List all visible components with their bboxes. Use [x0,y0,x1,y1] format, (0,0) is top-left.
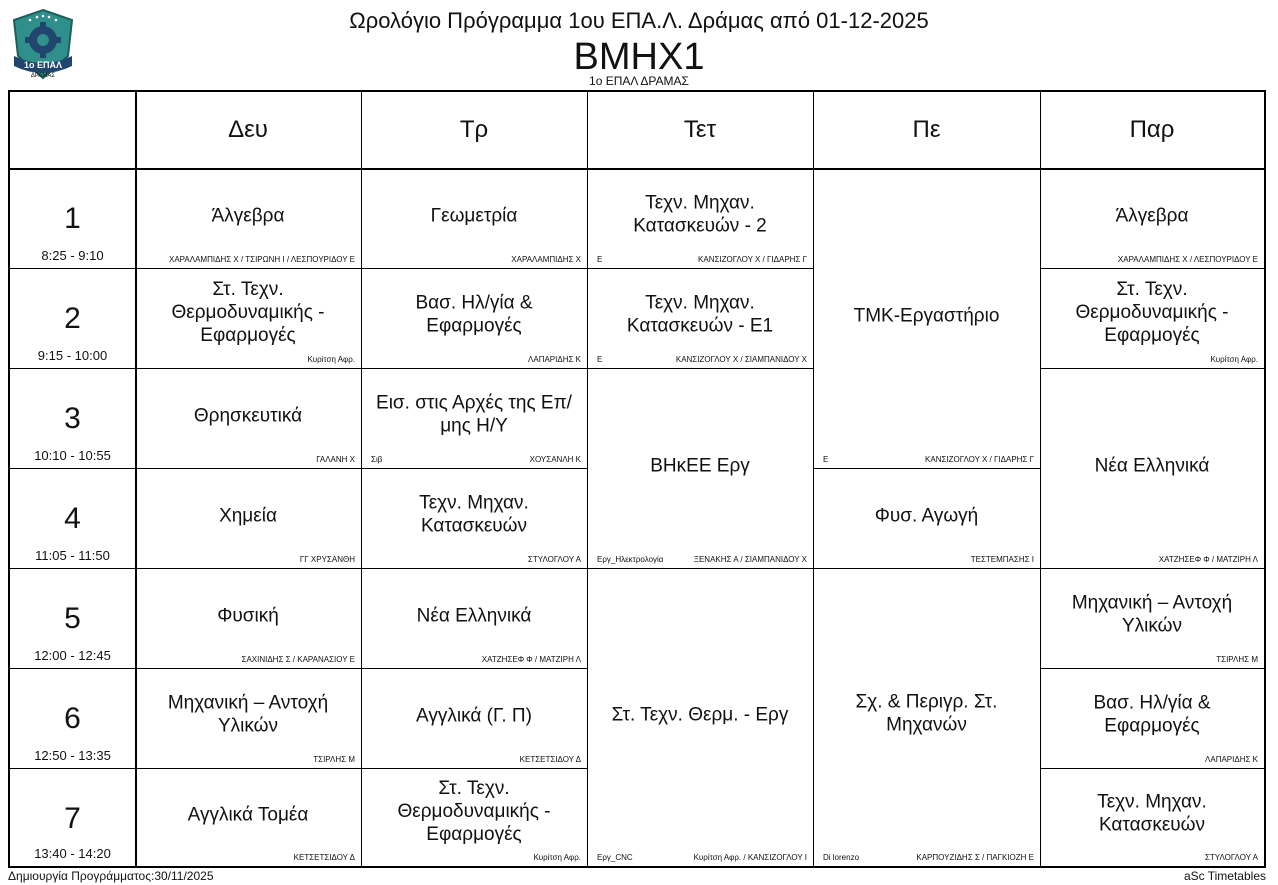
lesson-cell[interactable] [361,268,587,368]
lesson-teacher: Κυρίτση Αφρ. [307,355,355,364]
lesson-teacher: ΧΑΤΖΗΣΕΦ Φ / ΜΑΤΖΙΡΗ Λ [481,655,581,664]
grid-line [587,268,813,269]
created-date: Δημιουργία Προγράμματος:30/11/2025 [8,869,214,883]
grid-line [361,768,587,769]
period-number: 1 [64,202,81,235]
lesson-subject: Στ. Τεχν. Θερμοδυναμικής - Εφαρμογές [397,777,551,845]
period-number: 3 [64,402,81,435]
period-time: 9:15 - 10:00 [37,348,108,363]
lesson-subject: Τεχν. Μηχαν. Κατασκευών [1097,791,1207,836]
lesson-subject: Τεχν. Μηχαν. Κατασκευών - 2 [633,192,767,237]
logo-text: ΔΡΑΜΑΣ [30,73,56,79]
grid-line [361,668,587,669]
lesson-cell[interactable] [135,468,361,568]
lesson-cell[interactable] [361,168,587,268]
lesson-subject: Νέα Ελληνικά [416,605,532,627]
day-header: Παρ [1129,116,1175,143]
lesson-cell[interactable] [361,368,587,468]
lesson-subject: ΒΗκΕΕ Εργ [650,455,750,477]
lesson-teacher: ΚΑΝΣΙΖΟΓΛΟΥ Χ / ΓΙΔΑΡΗΣ Γ [925,455,1034,464]
lesson-teacher: ΣΤΥΛΟΓΛΟΥ Α [1204,853,1258,862]
lesson-cell[interactable] [587,268,813,368]
lesson-subject: Σχ. & Περιγρ. Στ. Μηχανών [855,691,998,736]
lesson-subject: Βασ. Ηλ/γία & Εφαρμογές [1093,692,1211,737]
lesson-cell[interactable] [1040,568,1264,668]
lesson-teacher: ΧΑΤΖΗΣΕΦ Φ / ΜΑΤΖΙΡΗ Λ [1158,555,1258,564]
period-number: 4 [64,502,81,535]
page-title: Ωρολόγιο Πρόγραμμα 1ου ΕΠΑ.Λ. Δράμας από 01-12-2025 [349,8,929,33]
timetable-grid [8,90,1266,868]
lesson-teacher: ΓΑΛΑΝΗ Χ [316,455,355,464]
lesson-cell[interactable] [135,368,361,468]
lesson-teacher: ΚΕΤΣΕΤΣΙΔΟΥ Δ [293,853,355,862]
grid-line [813,92,814,866]
grid-line [10,268,135,269]
lesson-teacher: ΤΣΙΡΛΗΣ Μ [313,755,355,764]
lesson-cell[interactable] [361,568,587,668]
lesson-cell[interactable] [813,468,1040,568]
lesson-cell[interactable] [1040,668,1264,768]
lesson-cell[interactable] [135,168,361,268]
day-header: Τρ [459,116,489,143]
grid-line [361,92,362,866]
lesson-cell[interactable] [361,768,587,866]
lesson-teacher: ΚΑΡΠΟΥΖΙΔΗΣ Σ / ΠΑΓΚΙΟΖΗ Ε [916,853,1034,862]
period-cell [10,668,135,768]
grid-line [813,568,1040,569]
lesson-subject: Μηχανική – Αντοχή Υλικών [1071,592,1233,637]
grid-line [587,568,813,569]
grid-line [1040,668,1264,669]
day-header: Τετ [683,116,717,143]
lesson-subject: Αγγλικά (Γ. Π) [416,705,532,727]
grid-line [10,568,135,569]
lesson-cell[interactable] [135,268,361,368]
grid-line [135,668,361,669]
lesson-teacher: ΛΑΠΑΡΙΔΗΣ Κ [528,355,581,364]
lesson-room: Ε [597,255,603,264]
grid-line [135,768,361,769]
period-cell [10,268,135,368]
period-cell [10,168,135,268]
grid-line [10,368,135,369]
period-cell [10,468,135,568]
grid-line [1040,568,1264,569]
period-number: 6 [64,702,81,735]
lesson-cell[interactable] [135,768,361,866]
lesson-teacher: ΓΓ ΧΡΥΣΑΝΘΗ [299,555,355,564]
lesson-teacher: ΣΤΥΛΟΓΛΟΥ Α [527,555,581,564]
lesson-teacher: Κυρίτση Αφρ. / ΚΑΝΣΙΖΟΓΛΟΥ Ι [693,853,807,862]
lesson-cell[interactable] [1040,168,1264,268]
lesson-subject: Στ. Τεχν. Θερμοδυναμικής - Εφαρμογές [1075,278,1229,346]
grid-line [361,368,587,369]
grid-line [1040,768,1264,769]
lesson-teacher: ΚΑΝΣΙΖΟΓΛΟΥ Χ / ΓΙΔΑΡΗΣ Γ [698,255,807,264]
class-name: ΒΜΗΧ1 [573,36,705,78]
period-number: 7 [64,802,81,835]
lesson-cell[interactable] [361,468,587,568]
grid-line [10,168,1264,170]
lesson-teacher: ΛΑΠΑΡΙΔΗΣ Κ [1205,755,1258,764]
grid-line [1040,368,1264,369]
lesson-subject: Χημεία [219,505,277,527]
logo-label: 1ο ΕΠΑΛ [23,60,63,70]
period-time: 12:00 - 12:45 [34,648,111,663]
lesson-subject: Άλγεβρα [1115,205,1189,227]
lesson-cell[interactable] [135,568,361,668]
lesson-subject: Στ. Τεχν. Θερμοδυναμικής - Εφαρμογές [171,278,325,346]
period-time: 12:50 - 13:35 [34,748,111,763]
lesson-subject: ΤΜΚ-Εργαστήριο [853,305,1000,327]
lesson-subject: Στ. Τεχν. Θερμ. - Εργ [611,704,789,726]
period-time: 8:25 - 9:10 [41,248,104,263]
lesson-teacher: Κυρίτση Αφρ. [533,853,581,862]
lesson-room: Ε [823,455,829,464]
grid-line [135,468,361,469]
grid-line [135,268,361,269]
lesson-subject: Αγγλικά Τομέα [187,804,309,826]
lesson-cell[interactable] [1040,768,1264,866]
lesson-subject: Φυσική [217,605,279,627]
grid-line [1040,92,1041,866]
period-time: 13:40 - 14:20 [34,846,111,861]
lesson-room: Di lorenzo [823,853,860,862]
period-cell [10,768,135,866]
grid-line [10,768,135,769]
lesson-cell[interactable] [813,168,1040,468]
lesson-cell[interactable] [813,568,1040,866]
lesson-room: Σιβ [371,455,383,464]
period-time: 11:05 - 11:50 [35,548,110,563]
lesson-subject: Νέα Ελληνικά [1094,455,1210,477]
lesson-cell[interactable] [587,568,813,866]
grid-line [135,368,361,369]
period-number: 2 [64,302,81,335]
software-credit: aSc Timetables [1183,869,1266,883]
lesson-room: Εργ_Ηλεκτρολογία [597,555,664,564]
lesson-subject: Γεωμετρία [430,205,518,227]
period-number: 5 [64,602,81,635]
lesson-subject: Βασ. Ηλ/γία & Εφαρμογές [415,292,533,337]
day-header: Δευ [228,116,268,143]
lesson-teacher: ΧΑΡΑΛΑΜΠΙΔΗΣ Χ / ΤΣΙΡΩΝΗ Ι / ΛΕΣΠΟΥΡΙΔΟΥ Ε [169,255,355,264]
school-name: 1ο ΕΠΑΛ ΔΡΑΜΑΣ [589,74,689,88]
lesson-subject: Εισ. στις Αρχές της Επ/μης Η/Υ [376,392,572,437]
lesson-teacher: ΧΟΥΣΑΝΛΗ Κ [529,455,581,464]
grid-line [135,568,361,569]
lesson-subject: Τεχν. Μηχαν. Κατασκευών [419,492,529,537]
lesson-subject: Τεχν. Μηχαν. Κατασκευών - Ε1 [626,292,774,337]
lesson-cell[interactable] [587,168,813,268]
lesson-cell[interactable] [587,368,813,568]
grid-line [361,268,587,269]
grid-line [10,468,135,469]
lesson-teacher: Κυρίτση Αφρ. [1210,355,1258,364]
lesson-teacher: ΚΕΤΣΕΤΣΙΔΟΥ Δ [519,755,581,764]
grid-line [1040,268,1264,269]
grid-line [587,92,588,866]
grid-line [587,368,813,369]
period-cell [10,568,135,668]
lesson-cell[interactable] [361,668,587,768]
lesson-subject: Θρησκευτικά [193,405,303,427]
period-cell [10,368,135,468]
grid-line [135,92,137,866]
period-time: 10:10 - 10:55 [34,448,111,463]
lesson-teacher: ΣΑΧΙΝΙΔΗΣ Σ / ΚΑΡΑΝΑΣΙΟΥ Ε [241,655,355,664]
grid-line [10,668,135,669]
lesson-subject: Άλγεβρα [211,205,285,227]
lesson-teacher: ΧΑΡΑΛΑΜΠΙΔΗΣ Χ [511,255,581,264]
lesson-cell[interactable] [1040,268,1264,368]
lesson-teacher: ΤΣΙΡΛΗΣ Μ [1216,655,1258,664]
lesson-cell[interactable] [135,668,361,768]
lesson-teacher: ΞΕΝΑΚΗΣ Α / ΣΙΑΜΠΑΝΙΔΟΥ Χ [693,555,807,564]
day-header: Πε [912,116,941,143]
lesson-room: Εργ_CNC [597,853,633,862]
lesson-room: Ε [597,355,603,364]
lesson-cell[interactable] [1040,368,1264,568]
lesson-subject: Φυσ. Αγωγή [874,505,979,527]
grid-line [361,468,587,469]
lesson-teacher: ΧΑΡΑΛΑΜΠΙΔΗΣ Χ / ΛΕΣΠΟΥΡΙΔΟΥ Ε [1117,255,1258,264]
lesson-teacher: ΚΑΝΣΙΖΟΓΛΟΥ Χ / ΣΙΑΜΠΑΝΙΔΟΥ Χ [675,355,807,364]
grid-line [361,568,587,569]
lesson-subject: Μηχανική – Αντοχή Υλικών [167,692,329,737]
grid-line [813,468,1040,469]
lesson-teacher: ΤΕΣΤΕΜΠΑΣΗΣ Ι [970,555,1034,564]
